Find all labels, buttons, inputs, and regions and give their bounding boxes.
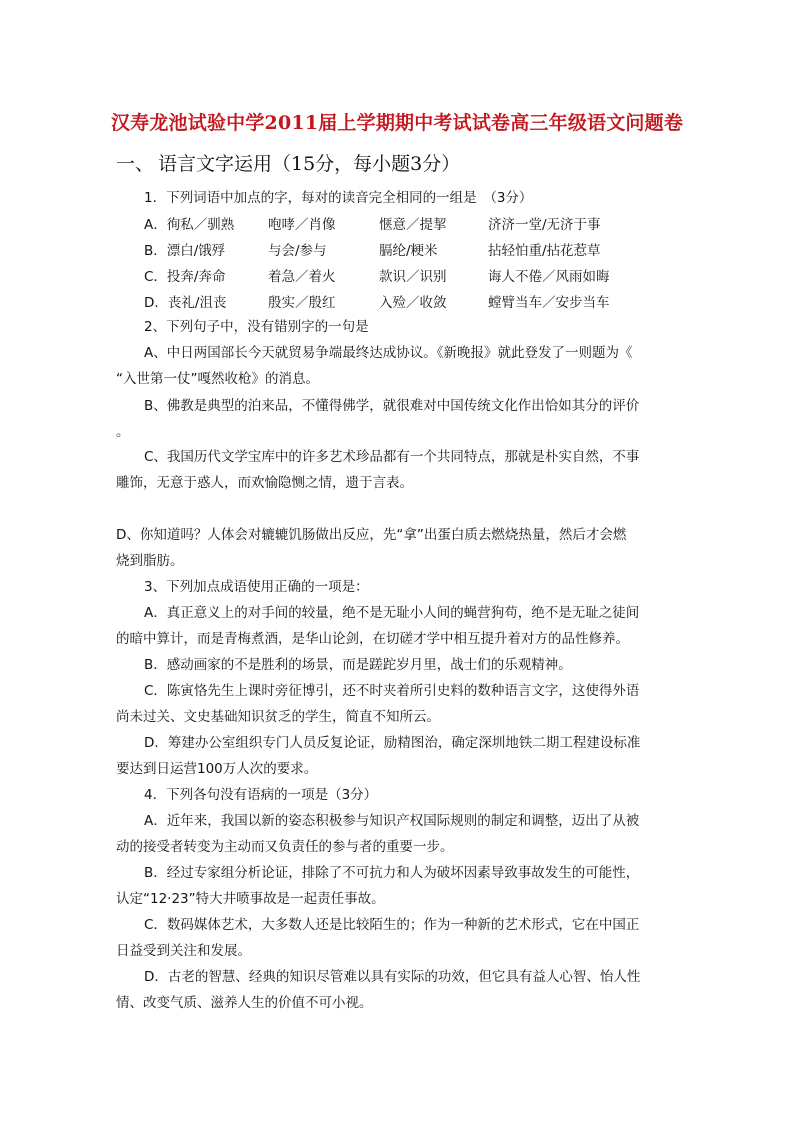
question-3-line: C．陈寅恪先生上课时旁征博引，还不时夹着所引史料的数种语言文字，这使得外语 [144, 683, 640, 699]
section-heading [116, 149, 460, 176]
question-4-line: 认定“12·23”特大井喷事故是一起责任事故。 [116, 891, 385, 907]
question-4-line: B．经过专家组分析论证，排除了不可抗力和人为破坏因素导致事故发生的可能性， [144, 865, 640, 881]
question-4-line: A．近年来，我国以新的姿态积极参与知识产权国际规则的制定和调整，迈出了从被 [144, 813, 640, 829]
option-term: B．漂白/饿殍 [144, 243, 226, 259]
option-term: C．投奔/奔命 [144, 269, 226, 285]
option-term: 惬意／提挈 [379, 217, 447, 233]
question-3-line: 要达到日运营100万人次的要求。 [116, 761, 318, 777]
option-term: 膈纶/粳米 [379, 243, 438, 259]
question-2-line: 雕饰，无意于惑人，而欢愉隐恻之情，遗于言表。 [116, 475, 413, 491]
question-2-line: 烧到脂肪。 [116, 553, 184, 569]
option-term: A．徇私／驯熟 [144, 217, 235, 233]
option-term: 螳臂当车／安步当车 [488, 295, 610, 311]
question-4-line: 动的接受者转变为主动而又负责任的参与者的重要一步。 [116, 839, 454, 855]
option-term: 与会/参与 [268, 243, 327, 259]
option-term: 殷实／殷红 [268, 295, 336, 311]
option-term: 诲人不倦／风雨如晦 [488, 269, 610, 285]
question-2-line: C、我国历代文学宝库中的许多艺术珍品都有一个共同特点，那就是朴实自然，不事 [144, 449, 640, 465]
question-2-line: A、中日两国部长今天就贸易争端最终达成协议。《新晚报》就此登发了一则题为《 [144, 345, 633, 361]
option-term: 济济一堂/无济于事 [488, 217, 601, 233]
option-term: 咆哮／肖像 [268, 217, 336, 233]
document-title: 汉寿龙池试验中学2011届上学期期中考试试卷高三年级语文问题卷 [110, 112, 684, 134]
question-2-line: 。 [116, 424, 130, 440]
option-term: 着急／着火 [268, 269, 336, 285]
question-2-line: D、你知道吗？人体会对辘辘饥肠做出反应，先“拿”出蛋白质去燃烧热量，然后才会燃 [116, 527, 627, 543]
question-4-line: D．古老的智慧、经典的知识尽管难以具有实际的功效，但它具有益人心智、怡人性 [144, 969, 641, 985]
question-4-line: 情、改变气质、滋养人生的价值不可小视。 [116, 995, 373, 1011]
option-term: 款识／识别 [379, 269, 447, 285]
option-term: 拈轻怕重/拈花惹草 [488, 243, 601, 259]
option-term: 入殓／收敛 [379, 295, 447, 311]
question-4-line: 日益受到关注和发展。 [116, 943, 251, 959]
question-4-stem: 4．下列各句没有语病的一项是（3分） [144, 787, 378, 803]
question-3-stem: 3、下列加点成语使用正确的一项是： [144, 579, 369, 595]
question-3-line: 尚未过关、文史基础知识贫乏的学生，简直不知所云。 [116, 709, 440, 725]
section-number: 一、 [116, 153, 155, 175]
question-2-line: “入世第一仗”嘎然收枪》的消息。 [116, 371, 319, 387]
question-3-line: B．感动画家的不是胜利的场景，而是蹉跎岁月里，战士们的乐观精神。 [144, 657, 572, 673]
question-2-stem: 2、下列句子中，没有错别字的一句是 [144, 319, 369, 335]
section-title: 语言文字运用（15分，每小题3分） [158, 153, 461, 175]
option-term: D．丧礼/沮丧 [144, 295, 227, 311]
question-4-line: C．数码媒体艺术，大多数人还是比较陌生的；作为一种新的艺术形式，它在中国正 [144, 917, 640, 933]
question-2-line: B、佛教是典型的泊来品，不懂得佛学，就很难对中国传统文化作出恰如其分的评价 [144, 398, 640, 414]
question-1-stem: 1．下列词语中加点的字，每对的读音完全相同的一组是 （3分） [144, 190, 533, 206]
question-3-line: D．筹建办公室组织专门人员反复论证，励精图治，确定深圳地铁二期工程建设标准 [144, 735, 641, 751]
question-3-line: 的暗中算计，而是青梅煮酒，是华山论剑，在切磋才学中相互提升着对方的品性修养。 [116, 631, 629, 647]
question-3-line: A．真正意义上的对手间的较量，绝不是无耻小人间的蝇营狗苟，绝不是无耻之徒间 [144, 605, 640, 621]
